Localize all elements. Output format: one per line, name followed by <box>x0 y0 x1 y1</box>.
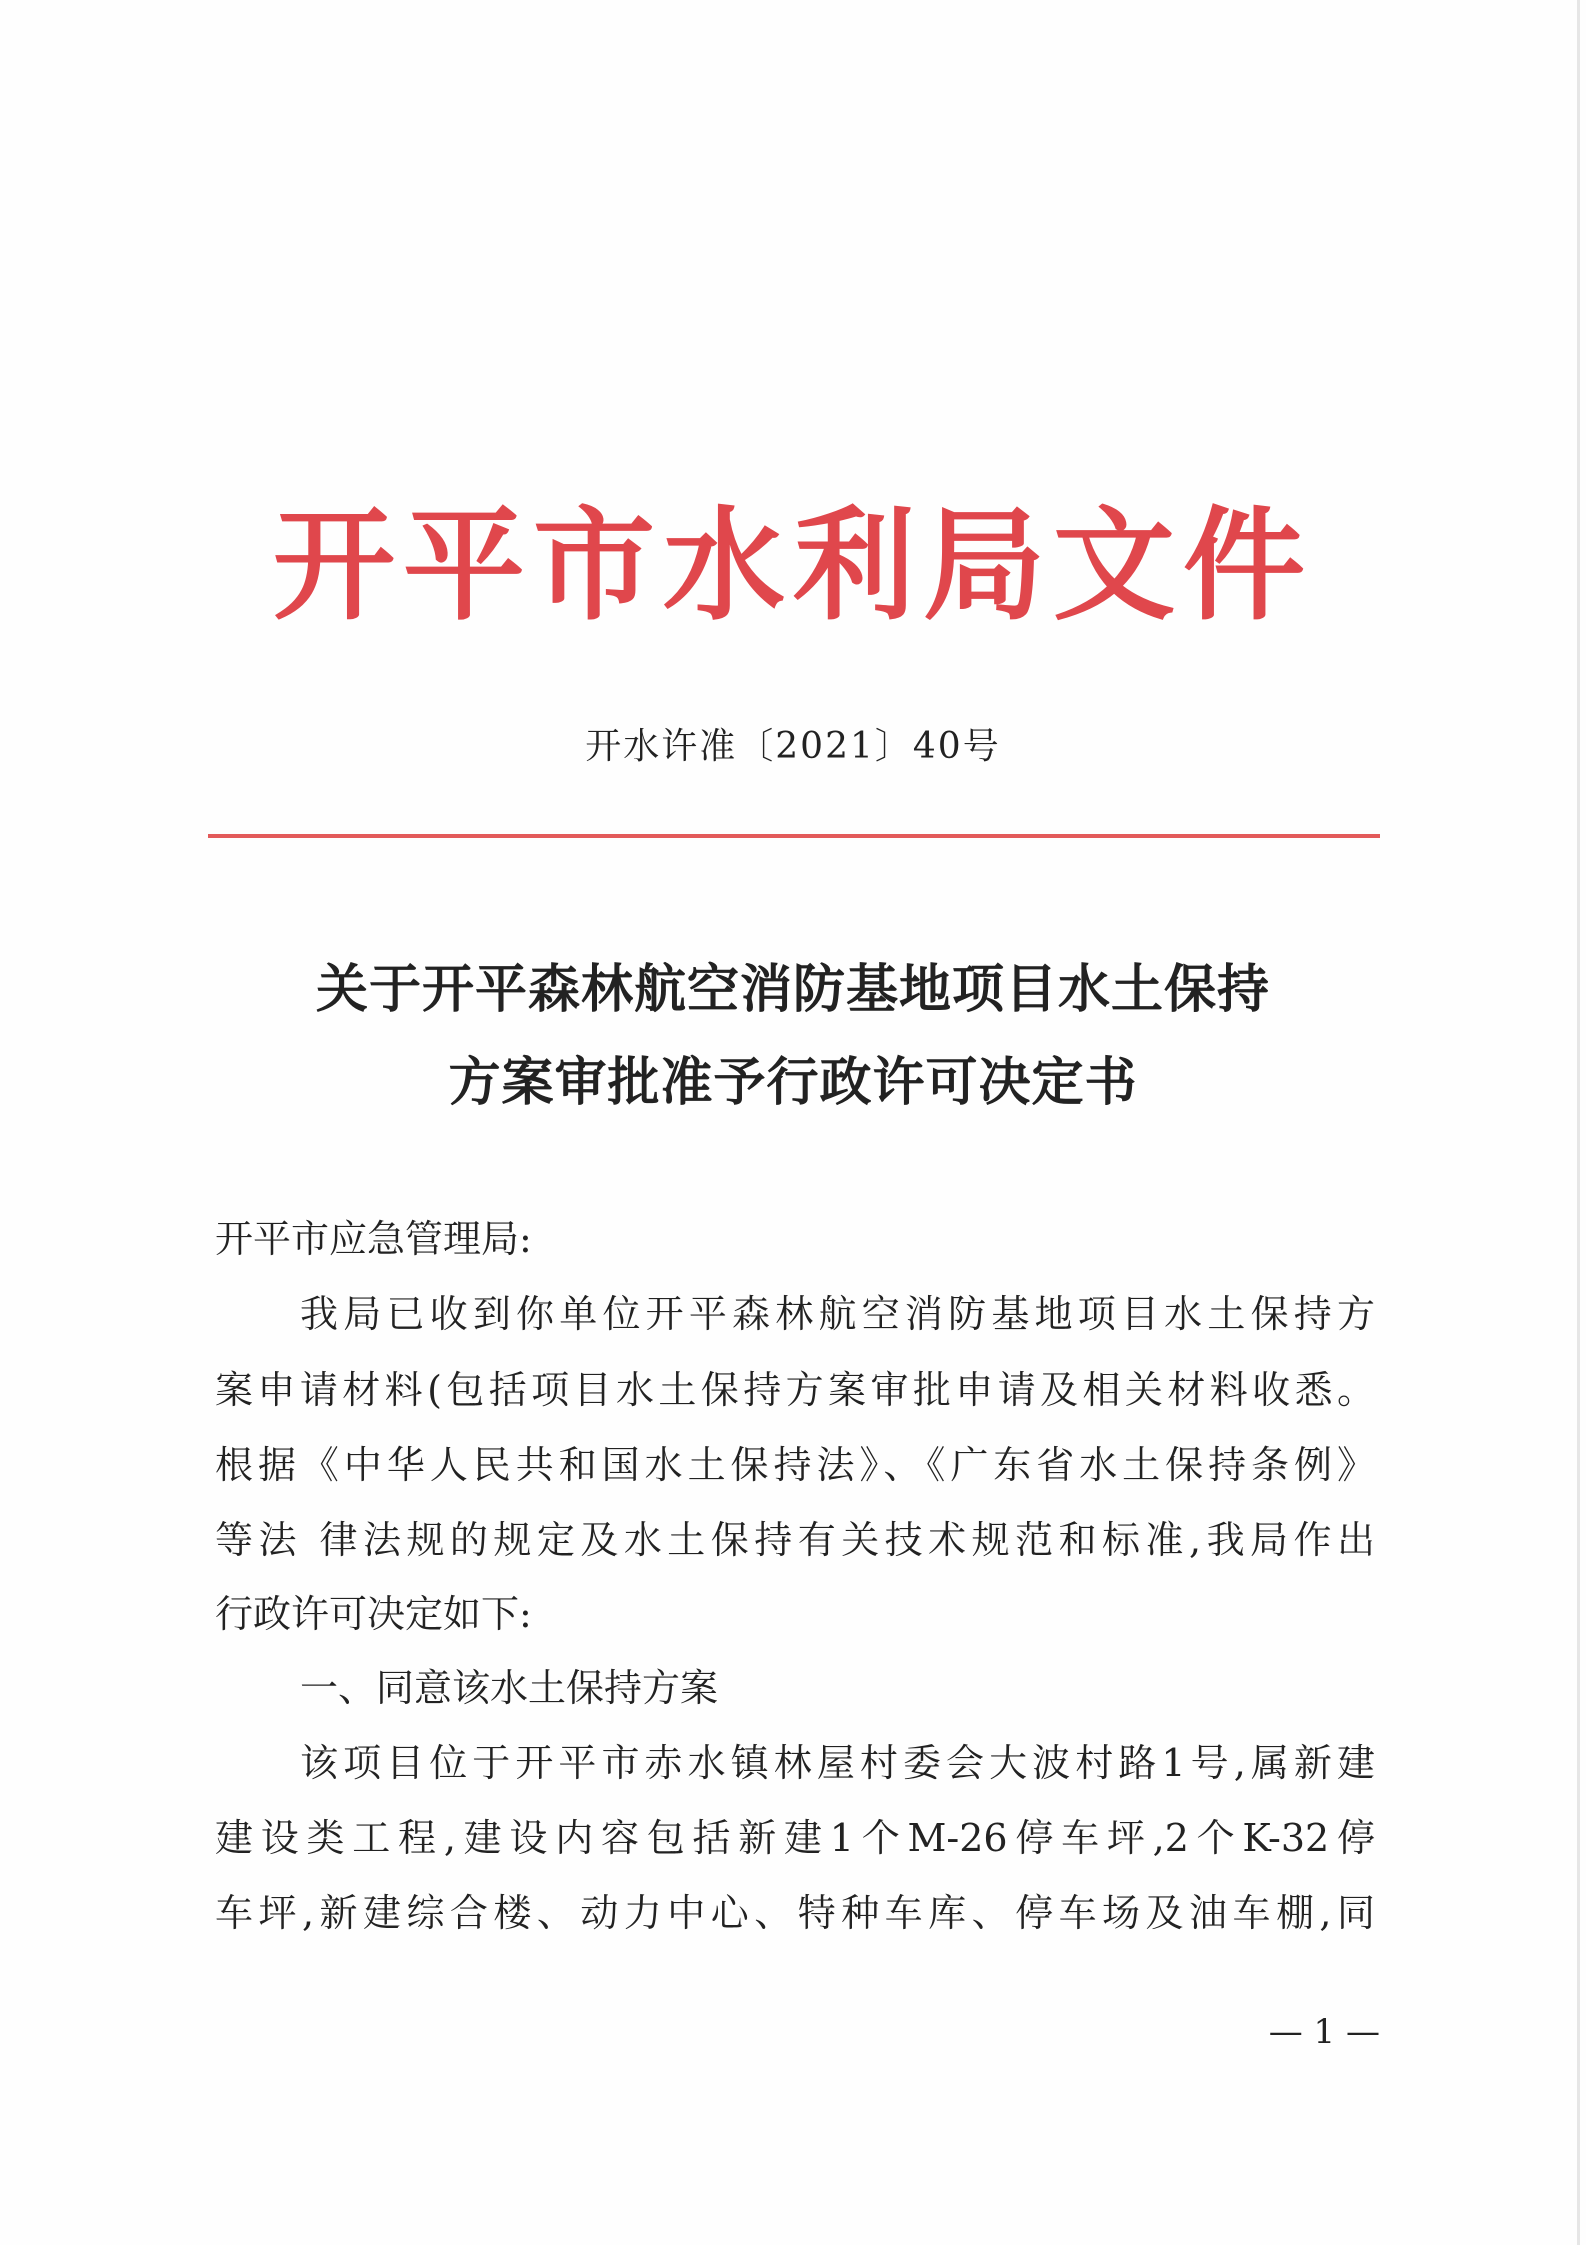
section-heading: 一、同意该水土保持方案 <box>300 1666 719 1710</box>
addressee: 开平市应急管理局: <box>215 1217 532 1261</box>
document-number: 开水许准〔2021〕40号 <box>585 726 1001 767</box>
document-title-line-1: 关于开平森林航空消防基地项目水土保持 <box>315 960 1270 1020</box>
paragraph-line: 行政许可决定如下: <box>215 1592 532 1636</box>
issuing-authority-header: 开平市水利局文件 <box>273 493 1313 637</box>
page-number: — 1 — <box>1268 2012 1380 2052</box>
header-divider-rule <box>208 834 1380 838</box>
paragraph-line: 该项目位于开平市赤水镇林屋村委会大波村路1号,属新建 <box>300 1741 1375 1785</box>
paragraph-line: 等法 律法规的规定及水土保持有关技术规范和标准,我局作出 <box>215 1518 1375 1562</box>
paragraph-line: 根据《中华人民共和国水土保持法》、《广东省水土保持条例》 <box>215 1443 1375 1487</box>
document-title-line-2: 方案审批准予行政许可决定书 <box>448 1053 1138 1113</box>
paragraph-line: 建设类工程,建设内容包括新建1个M-26停车坪,2个K-32停 <box>215 1816 1375 1860</box>
paragraph-line: 车坪,新建综合楼、动力中心、特种车库、停车场及油车棚,同 <box>215 1891 1375 1935</box>
paragraph-line: 我局已收到你单位开平森林航空消防基地项目水土保持方 <box>300 1292 1375 1336</box>
page-edge <box>1577 0 1580 2245</box>
paragraph-line: 案申请材料(包括项目水土保持方案审批申请及相关材料收悉。 <box>215 1368 1375 1412</box>
